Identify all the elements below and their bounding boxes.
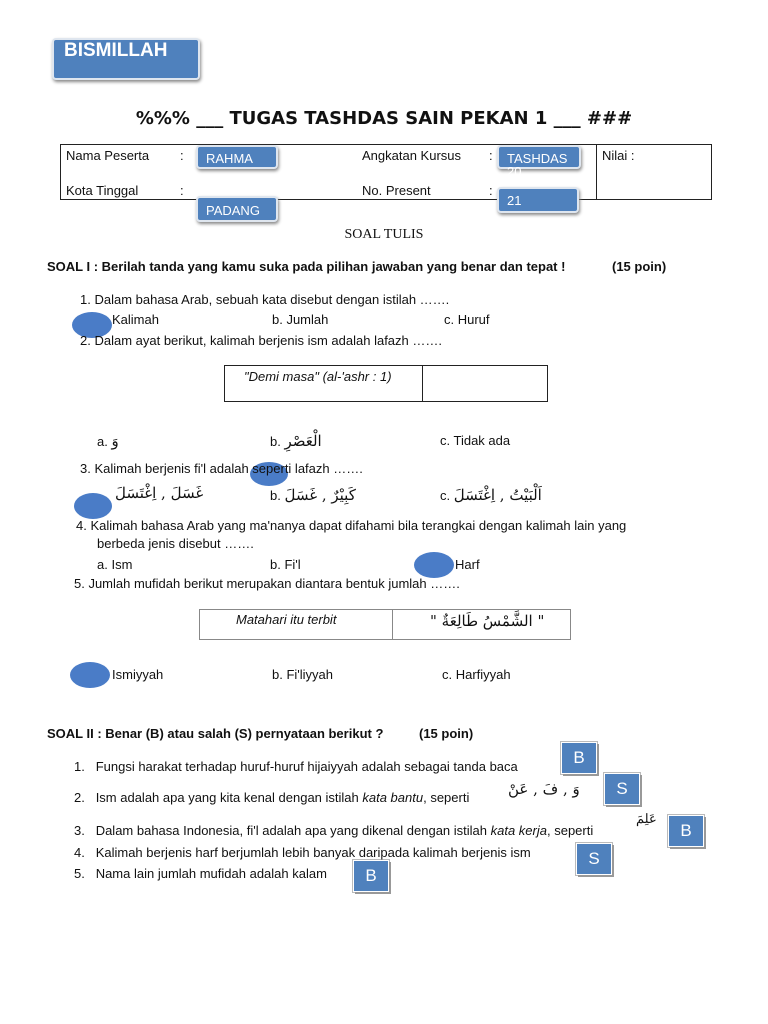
answer-mark[interactable]	[74, 493, 112, 519]
q3-option-a[interactable]: غَسَلَ , اِغْتَسَلَ	[115, 484, 204, 502]
q5-option-c[interactable]: c. Harfiyyah	[442, 667, 511, 682]
arabic-text: الْعَصْرِ	[284, 432, 322, 450]
arabic-text: اَلْبَيْتُ , اِغْتَسَلَ	[453, 486, 542, 504]
item-number: 2.	[74, 790, 85, 805]
q5-option-a[interactable]: Ismiyyah	[112, 667, 164, 682]
q4-option-b[interactable]: b. Fi'l	[270, 557, 301, 572]
q5-indonesian: Matahari itu terbit	[236, 612, 337, 627]
table-divider	[392, 609, 393, 639]
q3-option-b[interactable]	[270, 486, 356, 504]
kota-value: PADANG	[196, 196, 278, 222]
statement-5	[74, 866, 327, 881]
option-letter: c.	[440, 488, 451, 503]
q3-option-c[interactable]	[440, 486, 542, 504]
answer-mark[interactable]	[70, 662, 110, 688]
q2-option-b[interactable]	[270, 432, 322, 450]
nilai-label: Nilai :	[602, 148, 635, 163]
arabic-example: عَلِمَ	[636, 812, 657, 827]
nama-label: Nama Peserta	[66, 148, 150, 163]
soal1-heading: SOAL I : Berilah tanda yang kamu suka pada pilihan jawaban yang benar dan tepat !	[47, 259, 566, 274]
bismillah-badge: BISMILLAH	[52, 38, 200, 80]
item-number: 4.	[74, 845, 85, 860]
q2-option-a[interactable]	[97, 432, 119, 450]
arabic-example: وَ , فَ , عَنْ	[508, 780, 580, 798]
question-2: 2. Dalam ayat berikut, kalimah berjenis ism adalah lafazh …….	[80, 333, 442, 348]
angkatan-label: Angkatan Kursus	[362, 148, 462, 163]
q2-option-c[interactable]: c. Tidak ada	[440, 433, 511, 448]
q1-option-b[interactable]: b. Jumlah	[272, 312, 329, 327]
answer-box[interactable]: B	[668, 815, 704, 847]
statement-text: Dalam bahasa Indonesia, fi'l adalah apa yang dikenal dengan istilah kata kerja, seperti	[95, 823, 594, 838]
soal2-heading: SOAL II : Benar (B) atau salah (S) pernyataan berikut ?	[47, 726, 384, 741]
statement-text: Fungsi harakat terhadap huruf-huruf hijaiyyah adalah sebagai tanda baca	[95, 759, 518, 774]
q2-quote: "Demi masa" (al-'ashr : 1)	[244, 369, 392, 384]
statement-text: Nama lain jumlah mufidah adalah kalam	[95, 866, 327, 881]
question-4-cont: berbeda jenis disebut …….	[97, 536, 254, 551]
statement-text: Kalimah berjenis harf berjumlah lebih banyak daripada kalimah berjenis ism	[95, 845, 531, 860]
option-letter: b.	[270, 434, 281, 449]
answer-box[interactable]: S	[604, 773, 640, 805]
kota-label: Kota Tinggal	[66, 183, 139, 198]
page-title: %%% ___ TUGAS TASHDAS SAIN PEKAN 1 ___ ###	[135, 108, 633, 129]
item-number: 1.	[74, 759, 85, 774]
option-letter: a.	[97, 434, 108, 449]
colon: :	[489, 148, 493, 163]
colon: :	[180, 183, 184, 198]
answer-box[interactable]: B	[561, 742, 597, 774]
statement-2	[74, 790, 469, 805]
statement-4	[74, 845, 531, 860]
statement-3	[74, 823, 593, 838]
section-heading: SOAL TULIS	[344, 227, 424, 242]
info-divider	[596, 144, 597, 200]
option-letter: b.	[270, 488, 281, 503]
soal1-points: (15 poin)	[612, 259, 667, 274]
question-5: 5. Jumlah mufidah berikut merupakan diantara bentuk jumlah …….	[74, 576, 460, 591]
question-3: 3. Kalimah berjenis fi'l adalah seperti lafazh …….	[80, 461, 363, 476]
answer-box[interactable]: S	[576, 843, 612, 875]
q4-option-c[interactable]: Harf	[455, 557, 480, 572]
arabic-text: كَبِيْرٌ , غَسَلَ	[284, 486, 356, 504]
statement-1	[74, 759, 518, 774]
q1-option-a[interactable]: Kalimah	[112, 312, 159, 327]
nama-value: RAHMA	[196, 145, 278, 169]
question-1: 1. Dalam bahasa Arab, sebuah kata disebut dengan istilah …….	[80, 292, 450, 307]
angkatan-value: TASHDAS 20	[497, 145, 581, 169]
item-number: 3.	[74, 823, 85, 838]
q1-option-c[interactable]: c. Huruf	[444, 312, 490, 327]
answer-box[interactable]: B	[353, 860, 389, 892]
colon: :	[180, 148, 184, 163]
q5-arabic: " الشَّمْسُ طَالِعَةٌ "	[430, 612, 545, 630]
table-divider	[422, 365, 423, 402]
answer-mark[interactable]	[414, 552, 454, 578]
statement-text: Ism adalah apa yang kita kenal dengan istilah kata bantu, seperti	[95, 790, 470, 805]
colon: :	[489, 183, 493, 198]
q4-option-a[interactable]: a. Ism	[97, 557, 133, 572]
soal2-points: (15 poin)	[419, 726, 474, 741]
present-label: No. Present	[362, 183, 431, 198]
question-4: 4. Kalimah bahasa Arab yang ma'nanya dapat difahami bila terangkai dengan kalimah lain yang	[76, 518, 627, 533]
item-number: 5.	[74, 866, 85, 881]
arabic-text: وَ	[111, 432, 119, 450]
present-value: 21	[497, 187, 579, 213]
q5-option-b[interactable]: b. Fi'liyyah	[272, 667, 334, 682]
